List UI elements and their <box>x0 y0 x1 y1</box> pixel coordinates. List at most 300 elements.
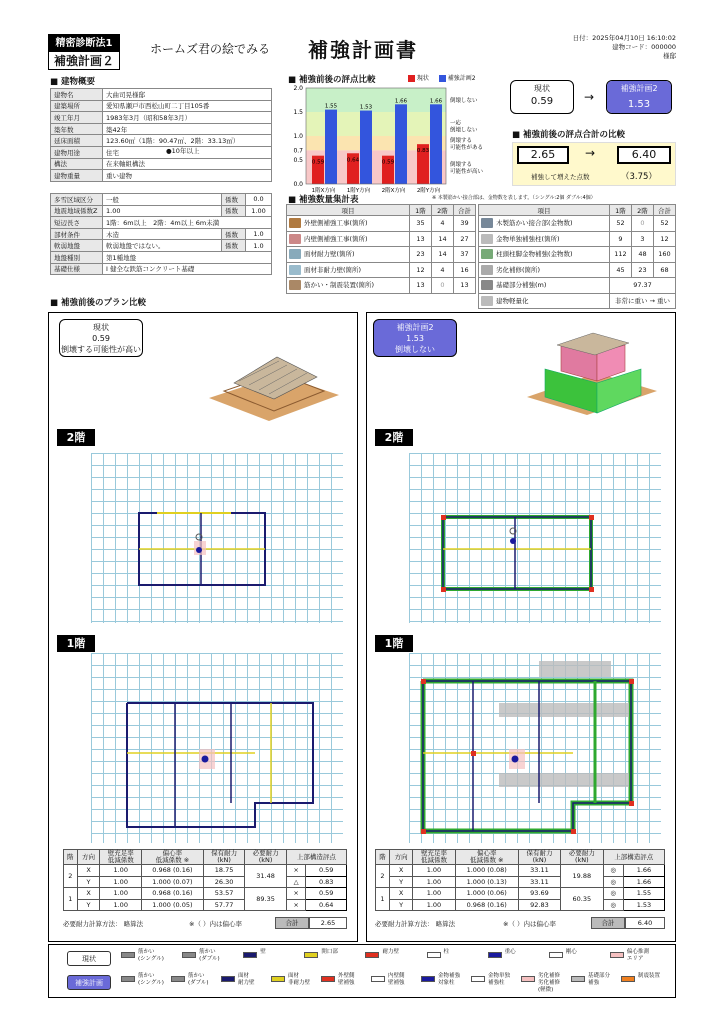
quantity-item <box>479 293 610 309</box>
legend-swatch <box>571 976 585 982</box>
eval-mark: × <box>286 899 306 911</box>
quantity-item <box>287 278 410 294</box>
quantity-cell: 39 <box>454 216 476 232</box>
legend-label: 金物補強 対象柱 <box>438 973 461 986</box>
building-value: 1983年3月（昭和58年3月） <box>103 112 272 124</box>
legend-swatch <box>221 976 235 982</box>
eval-head: 偏心率 低減係数 ※ <box>141 850 203 865</box>
note-before: ※（ ）内は偏心率 <box>189 920 243 928</box>
eval-row <box>64 899 347 911</box>
quantity-item-icon <box>481 296 493 306</box>
floor-1-label-before: 1階 <box>57 635 95 652</box>
legend-swatch <box>304 952 318 958</box>
factor-coef-value: 1.00 <box>246 205 272 217</box>
factor-coef-value: 1.0 <box>246 228 272 240</box>
eval-mark: ◎ <box>603 865 623 877</box>
legend-swatch <box>471 976 485 982</box>
bar-before-label: 0.83 <box>416 148 430 155</box>
eval-cell: 1.00 <box>413 865 455 877</box>
quantity-cell: 68 <box>654 262 676 278</box>
quantity-item <box>287 247 410 263</box>
eval-required: 31.48 <box>245 865 287 888</box>
legend-label: 偏心推測 エリア <box>626 949 649 962</box>
eval-head: 壁充足率 低減係数 <box>413 850 455 865</box>
legend-label: 剛心 <box>565 949 577 955</box>
legend-swatch <box>121 976 135 982</box>
quantity-item <box>479 262 610 278</box>
legend-label: 面材 耐力壁 <box>238 973 255 986</box>
legend-label: 基礎部分 補強 <box>588 973 611 986</box>
quantity-cell: 3 <box>632 231 654 247</box>
method-before: 必要耐力計算方法： 略算法 <box>63 920 144 928</box>
eval-cell: X <box>389 865 412 877</box>
y-tick-label: 0.7 <box>293 147 303 155</box>
legend-swatch <box>610 952 624 958</box>
factor-coef-value: 1.0 <box>246 240 272 252</box>
eval-cell: 1.00 <box>413 888 455 900</box>
building-row <box>51 135 272 147</box>
quantity-cell: 13 <box>454 278 476 294</box>
eval-cell: X <box>77 888 100 900</box>
eval-cell: 0.968 (0.16) <box>455 899 518 911</box>
plan-before-label: 現状 <box>93 323 109 332</box>
quantity-cell: 35 <box>410 216 432 232</box>
eval-mark: ◎ <box>603 899 623 911</box>
eval-row <box>64 876 347 888</box>
legend-swatch <box>371 976 385 982</box>
y-tick-label: 1.0 <box>293 133 303 140</box>
qty-head-total: 合計 <box>454 205 476 216</box>
plan-after-label: 補強計画2 <box>396 323 434 332</box>
plans-title: ■ 補強前後のプラン比較 <box>50 296 146 308</box>
sum-value-before: 2.65 <box>309 917 347 929</box>
legend-label: 耐力壁 <box>382 949 399 955</box>
quantity-row <box>479 262 676 278</box>
y-tick-label: 0.5 <box>293 157 303 164</box>
eval-cell: 1.00 <box>100 876 142 888</box>
quantity-item-label: 内壁側補強工事(箇所) <box>304 234 368 243</box>
method-badge <box>48 34 120 70</box>
factor-row <box>51 240 272 252</box>
quantity-cell: 0 <box>632 216 654 232</box>
eval-cell: 33.11 <box>518 865 560 877</box>
building-title: ■ 建物概要 <box>50 75 95 87</box>
quantity-item-icon <box>481 249 493 259</box>
building-key: 延床面積 <box>51 135 103 147</box>
eval-head: 壁充足率 低減係数 <box>100 850 142 865</box>
eval-cell: X <box>77 865 100 877</box>
quantity-cell: 13 <box>410 278 432 294</box>
summary-before-box <box>510 80 574 114</box>
quantity-item-label: 柱頭柱脚金物補強(金物数) <box>496 250 573 259</box>
eval-cell: 57.77 <box>203 899 245 911</box>
building-row <box>51 100 272 112</box>
bar-before-label: 0.59 <box>381 159 395 166</box>
building-key: 建物用途 <box>51 146 103 158</box>
increase-value: （3.75） <box>621 172 657 182</box>
quantity-cell: 48 <box>632 247 654 263</box>
eval-cell: X <box>389 888 412 900</box>
legend-label: 面材 非耐力壁 <box>288 973 311 986</box>
eval-score: 1.55 <box>623 888 664 900</box>
building-key: 建物名 <box>51 89 103 101</box>
quantity-row <box>287 247 476 263</box>
plan-after-score: 1.53 <box>406 334 424 343</box>
quantity-item-icon <box>289 234 301 244</box>
zone-label: 一応 <box>450 120 462 127</box>
quantity-item <box>479 247 610 263</box>
bar-after <box>360 111 372 184</box>
quantity-cell: 23 <box>632 262 654 278</box>
quantity-cell: 12 <box>654 231 676 247</box>
floor-1-label-after: 1階 <box>375 635 413 652</box>
quantity-item-label: 基礎部分補強(m) <box>496 281 547 290</box>
eval-mark: × <box>286 865 306 877</box>
eval-floor: 2 <box>376 865 390 888</box>
total-title: ■ 補強前後の評点合計の比較 <box>512 128 625 140</box>
method-after: 必要耐力計算方法： 略算法 <box>375 920 456 928</box>
zone-label: 倒壊する <box>450 138 473 145</box>
eval-row <box>376 888 665 900</box>
eval-cell: 1.000 (0.05) <box>141 899 203 911</box>
quantity-row <box>287 262 476 278</box>
eval-required: 19.88 <box>561 865 603 888</box>
x-tick-label: 2階Y方向 <box>416 188 441 194</box>
eval-row <box>376 865 665 877</box>
y-tick-label: 2.0 <box>293 85 303 92</box>
owner-name: 様邸 <box>663 52 676 60</box>
zone-label: 可能性がある <box>450 145 484 152</box>
quantity-item-label: 金物単独補強柱(箇所) <box>496 234 560 243</box>
eval-score: 0.83 <box>306 876 347 888</box>
plan-before-verdict: 倒壊する可能性が高い <box>61 345 141 354</box>
quantity-item-icon <box>481 265 493 275</box>
factor-row <box>51 228 272 240</box>
factor-row <box>51 263 272 275</box>
factor-value: 第1種地盤 <box>103 251 272 263</box>
quantity-span-value: 非常に重い → 重い <box>610 293 676 309</box>
app-title: ホームズ君の絵でみる <box>150 42 271 56</box>
floor-2-plan-after <box>409 453 661 623</box>
eval-head: 必要耐力 (kN) <box>561 850 603 865</box>
legend-swatch <box>271 976 285 982</box>
building-value: 築42年 <box>103 123 272 135</box>
eval-cell: 1.00 <box>100 865 142 877</box>
legend-plan-tag: 補強計画 <box>67 975 111 990</box>
building-row <box>51 170 272 182</box>
eval-cell: Y <box>77 899 100 911</box>
eval-head: 偏心率 低減係数 ※ <box>455 850 518 865</box>
building-key: 建築場所 <box>51 100 103 112</box>
factor-coef-label: 係数 <box>222 228 246 240</box>
building-value: 在来軸組構法 <box>103 158 272 170</box>
eval-head: 階 <box>376 850 390 865</box>
eval-mark: ◎ <box>603 876 623 888</box>
summary-after-box <box>606 80 672 114</box>
quantity-cell: 9 <box>610 231 632 247</box>
quantity-item-label: 劣化補修(箇所) <box>496 265 541 274</box>
quantity-row <box>287 216 476 232</box>
arrow-icon: → <box>584 90 595 104</box>
factor-value: 木造 <box>103 228 222 240</box>
factor-coef-label: 係数 <box>222 194 246 206</box>
doc-title: 補強計画書 <box>308 38 418 62</box>
building-key: 竣工年月 <box>51 112 103 124</box>
house-3d-after-image <box>517 327 667 417</box>
plan-after-verdict: 倒壊しない <box>395 345 435 354</box>
note-after: ※（ ）内は偏心率 <box>503 920 557 928</box>
plan-panel-after <box>366 312 676 942</box>
y-tick-label: 0.0 <box>293 181 303 188</box>
eval-cell: 1.00 <box>413 876 455 888</box>
factor-coef-label: 係数 <box>222 205 246 217</box>
legend-swatch <box>521 976 535 982</box>
quantity-left-table <box>286 204 476 294</box>
quantity-row <box>479 278 676 294</box>
quantity-row <box>287 231 476 247</box>
eval-cell: 92.83 <box>518 899 560 911</box>
quantity-item-icon <box>481 218 493 228</box>
quantity-cell: 0 <box>432 278 454 294</box>
legend-after-label: 補強計画2 <box>447 75 476 82</box>
sum-label-before: 合計 <box>275 917 309 929</box>
factor-key: 地盤種別 <box>51 251 103 263</box>
legend-label: 柱 <box>443 949 450 955</box>
zone-label: 倒壊しない <box>450 98 478 104</box>
eval-row <box>64 865 347 877</box>
eval-required: 60.35 <box>561 888 603 911</box>
legend-label: 筋かい (ダブル) <box>199 949 220 962</box>
qty-head-f2: 2階 <box>432 205 454 216</box>
factor-key: 短辺長さ <box>51 217 103 229</box>
building-value: 重い建物 <box>103 170 272 182</box>
zone-label: 倒壊する <box>450 162 473 169</box>
quantity-cell: 23 <box>410 247 432 263</box>
summary-panel <box>510 80 676 120</box>
eval-mark: × <box>286 888 306 900</box>
x-tick-label: 1階X方向 <box>311 188 336 194</box>
plan-before-score: 0.59 <box>92 334 110 343</box>
method-badge-bottom: 補強計画２ <box>53 54 114 68</box>
qty-head-item: 項目 <box>287 205 410 216</box>
floor-2-label-before: 2階 <box>57 429 95 446</box>
eval-score: 1.53 <box>623 899 664 911</box>
legend-swatch <box>549 952 563 958</box>
quantity-cell: 37 <box>454 247 476 263</box>
eval-row <box>376 876 665 888</box>
eval-table-after <box>375 849 665 911</box>
qty-head-f1-r: 1階 <box>610 205 632 216</box>
y-tick-label: 1.5 <box>293 109 303 116</box>
qty-head-total-r: 合計 <box>654 205 676 216</box>
eval-cell: 18.75 <box>203 865 245 877</box>
building-table <box>50 88 272 182</box>
eval-floor: 2 <box>64 865 78 888</box>
quantity-title: ■ 補強数量集計表 <box>288 193 359 205</box>
eval-head: 階 <box>64 850 78 865</box>
quantity-item <box>287 216 410 232</box>
building-value: 愛知県瀬戸市西松山町二丁目105番 <box>103 100 272 112</box>
factor-row <box>51 251 272 263</box>
quantity-item <box>479 231 610 247</box>
quantity-span-value: 97.37 <box>610 278 676 294</box>
legend-label: 内壁側 壁補強 <box>388 973 405 986</box>
quantity-item-icon <box>481 280 493 290</box>
building-key: 構法 <box>51 158 103 170</box>
zone-label: 倒壊しない <box>450 127 478 134</box>
eval-floor: 1 <box>376 888 390 911</box>
eval-head: 必要耐力 (kN) <box>245 850 287 865</box>
eval-row <box>376 899 665 911</box>
factor-value: 1階：6m以上 2階：4m以上 6m未満 <box>103 217 272 229</box>
legend-swatch <box>621 976 635 982</box>
eval-head: 保有耐力 (kN) <box>518 850 560 865</box>
eval-cell: Y <box>389 899 412 911</box>
bar-after-label: 1.66 <box>429 98 443 105</box>
total-after: 6.40 <box>617 146 671 164</box>
legend-label: 外壁側 壁補強 <box>338 973 355 986</box>
factor-row <box>51 194 272 206</box>
eval-head: 方向 <box>77 850 100 865</box>
eval-cell: 53.57 <box>203 888 245 900</box>
eval-cell: 1.000 (0.06) <box>455 888 518 900</box>
legend <box>48 944 676 998</box>
factor-row <box>51 205 272 217</box>
legend-label: 制震装置 <box>638 973 661 979</box>
quantity-item <box>287 231 410 247</box>
quantity-cell: 14 <box>432 247 454 263</box>
quantity-item-icon <box>289 280 301 290</box>
eval-cell: 1.000 (0.07) <box>141 876 203 888</box>
eval-cell: 33.11 <box>518 876 560 888</box>
eval-cell: 0.968 (0.16) <box>141 888 203 900</box>
quantity-row <box>479 216 676 232</box>
house-3d-before-image <box>199 343 349 423</box>
eval-cell: 1.000 (0.13) <box>455 876 518 888</box>
quantity-cell: 160 <box>654 247 676 263</box>
legend-label: 壁 <box>260 949 266 955</box>
legend-before-label: 現状 <box>416 75 429 82</box>
factor-value: 1.00 <box>103 205 222 217</box>
eval-cell: 26.30 <box>203 876 245 888</box>
bar-after <box>325 110 337 184</box>
legend-label: 金物単独 補強柱 <box>488 973 511 986</box>
quantity-item-label: 木製筋かい接合部(金物数) <box>496 219 573 228</box>
chart-legend <box>408 73 476 82</box>
quantity-item-icon <box>289 249 301 259</box>
quantity-item-label: 建物軽量化 <box>496 296 529 305</box>
eval-head: 方向 <box>389 850 412 865</box>
legend-swatch <box>243 952 257 958</box>
legend-label: 筋かい (シングル) <box>138 949 164 962</box>
quantity-item-icon <box>289 265 301 275</box>
date-text: 日付：2025年04月10日 16:10:02 <box>572 34 676 42</box>
quantity-item <box>479 216 610 232</box>
floor-2-label-after: 2階 <box>375 429 413 446</box>
plan-after-badge <box>373 319 457 357</box>
eval-head: 保有耐力 (kN) <box>203 850 245 865</box>
factor-table <box>50 193 272 275</box>
legend-label: 劣化補修 劣化補修 (軽微) <box>538 973 561 993</box>
eval-cell: 0.968 (0.16) <box>141 865 203 877</box>
score-chart-title: ■ 補強前後の評点比較 <box>288 73 376 85</box>
floor-2-plan-before <box>91 453 343 623</box>
quantity-cell: 52 <box>610 216 632 232</box>
quantity-item-label: 外壁側補強工事(箇所) <box>304 219 368 228</box>
quantity-row <box>287 278 476 294</box>
summary-after-value: 1.53 <box>607 96 671 114</box>
factor-key: 部材条件 <box>51 228 103 240</box>
total-before: 2.65 <box>517 146 569 164</box>
bar-after-label: 1.66 <box>394 98 408 105</box>
quantity-right-table <box>478 204 676 309</box>
floor-1-plan-after <box>409 653 661 843</box>
legend-swatch <box>427 952 441 958</box>
eval-cell: 1.000 (0.08) <box>455 865 518 877</box>
eval-floor: 1 <box>64 888 78 911</box>
quantity-item-label: 面材耐力壁(箇所) <box>304 250 355 259</box>
plan-panel-before <box>48 312 358 942</box>
quantity-cell: 4 <box>432 216 454 232</box>
eval-head: 上部構造評点 <box>286 850 346 865</box>
quantity-row <box>479 293 676 309</box>
header-meta <box>573 34 676 61</box>
eval-head: 上部構造評点 <box>603 850 664 865</box>
quantity-item-label: 面材非耐力壁(箇所) <box>304 265 362 274</box>
qty-head-f2-r: 2階 <box>632 205 654 216</box>
eval-cell: 1.00 <box>100 899 142 911</box>
building-row <box>51 158 272 170</box>
bar-before-label: 0.59 <box>311 159 325 166</box>
legend-label: 重心 <box>504 949 516 955</box>
factor-key: 基礎仕様 <box>51 263 103 275</box>
eval-cell: Y <box>389 876 412 888</box>
x-tick-label: 2階X方向 <box>381 188 406 194</box>
legend-swatch <box>321 976 335 982</box>
quantity-item-label: 筋かい・制震装置(箇所) <box>304 281 375 290</box>
eval-cell: 1.00 <box>100 888 142 900</box>
quantity-cell: 4 <box>432 262 454 278</box>
method-badge-top: 精密診断法1 <box>49 35 119 52</box>
summary-before-value: 0.59 <box>530 96 554 107</box>
summary-before-label: 現状 <box>534 84 550 93</box>
bar-after-label: 1.53 <box>359 104 373 111</box>
quantity-cell: 12 <box>410 262 432 278</box>
legend-after-swatch <box>439 75 446 82</box>
quantity-cell: 27 <box>454 231 476 247</box>
factor-key: 軟弱地盤 <box>51 240 103 252</box>
legend-before-swatch <box>408 75 415 82</box>
plan-before-badge <box>59 319 143 357</box>
quantity-cell: 14 <box>432 231 454 247</box>
building-row <box>51 112 272 124</box>
quantity-cell: 112 <box>610 247 632 263</box>
quantity-item <box>479 278 610 294</box>
bar-after-label: 1.55 <box>324 103 338 110</box>
bar-before-label: 0.64 <box>346 157 360 164</box>
score-chart <box>286 84 502 194</box>
eval-score: 0.64 <box>306 899 347 911</box>
quantity-row <box>479 231 676 247</box>
building-value: 123.60㎡（1階：90.47㎡、2階：33.13㎡） <box>103 135 272 147</box>
eval-table-before <box>63 849 347 911</box>
legend-label: 筋かい (ダブル) <box>188 973 209 986</box>
qty-head-item-r: 項目 <box>479 205 610 216</box>
factor-value: 軟弱地盤ではない。 <box>103 240 222 252</box>
total-panel <box>512 142 676 186</box>
zone-label: 可能性が高い <box>450 169 484 176</box>
eval-row <box>64 888 347 900</box>
